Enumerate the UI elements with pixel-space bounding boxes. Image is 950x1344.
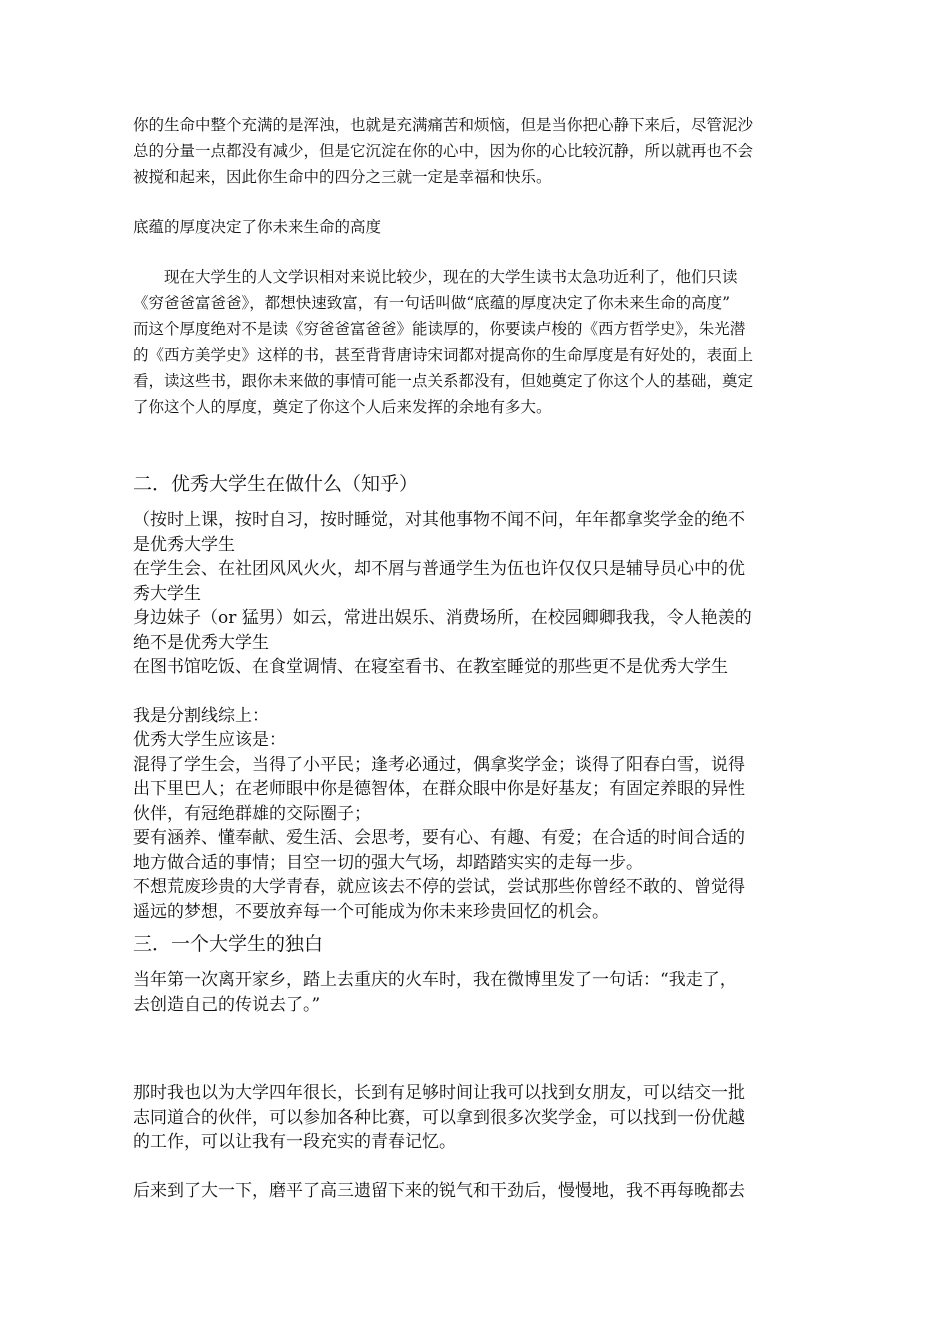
paragraph-2-line: 现在大学生的人文学识相对来说比较少，现在的大学生读书太急功近利了，他们只读 <box>133 268 738 286</box>
paragraph-2-line: 看，读这些书，跟你未来做的事情可能一点关系都没有，但她奠定了你这个人的基础，奠定 <box>133 372 754 390</box>
paragraph-2 <box>133 264 823 420</box>
section-3-block-2 <box>133 1081 823 1155</box>
section-3-block-1 <box>133 968 823 1017</box>
section-2-heading: 二．优秀大学生在做什么（知乎） <box>133 473 419 495</box>
section-2-line: 在图书馆吃饭、在食堂调情、在寝室看书、在教室睡觉的那些更不是优秀大学生 <box>133 657 728 677</box>
section-2-block-2 <box>133 704 823 925</box>
section-3-line: 去创造自己的传说去了。” <box>133 994 321 1015</box>
section-2-line: 出下里巴人；在老师眼中你是德智体，在群众眼中你是好基友；有固定养眼的异性 <box>133 779 745 799</box>
section-2-line: 要有涵养、懂奉献、爱生活、会思考，要有心、有趣、有爱；在合适的时间合适的 <box>133 828 745 848</box>
section-2-line: 优秀大学生应该是： <box>133 730 286 750</box>
paragraph-1-line: 你的生命中整个充满的是浑浊，也就是充满痛苦和烦恼，但是当你把心静下来后，尽管泥沙 <box>133 116 754 134</box>
section-2-line: 绝不是优秀大学生 <box>133 632 269 653</box>
paragraph-2-line: 的《西方美学史》这样的书，甚至背背唐诗宋词都对提高你的生命厚度是有好处的，表面上 <box>133 346 754 364</box>
section-2-line: 是优秀大学生 <box>133 534 235 555</box>
section-3-heading: 三．一个大学生的独白 <box>133 933 324 955</box>
section-3-line: 的工作，可以让我有一段充实的青春记忆。 <box>133 1132 456 1152</box>
section-2-line: 在学生会、在社团风风火火，却不屑与普通学生为伍也许仅仅只是辅导员心中的优 <box>133 559 745 579</box>
section-2-line: 秀大学生 <box>133 583 201 604</box>
section-3-line: 当年第一次离开家乡，踏上去重庆的火车时，我在微博里发了一句话：“我走了， <box>133 970 737 990</box>
section-2-line: 我是分割线综上： <box>133 705 269 726</box>
section-2-line: （按时上课，按时自习，按时睡觉，对其他事物不闻不问，年年都拿奖学金的绝不 <box>133 510 745 530</box>
section-3-block-3 <box>133 1179 823 1204</box>
paragraph-2-line: 而这个厚度绝对不是读《穷爸爸富爸爸》能读厚的，你要读卢梭的《西方哲学史》，朱光潜 <box>133 320 746 338</box>
document-page <box>133 112 823 1203</box>
paragraph-1-line: 总的分量一点都没有减少，但是它沉淀在你的心中，因为你的心比较沉静，所以就再也不会 <box>133 142 754 160</box>
section-2-line: 地方做合适的事情；目空一切的强大气场，却踏踏实实的走每一步。 <box>133 852 643 873</box>
section-3-line: 志同道合的伙伴，可以参加各种比赛，可以拿到很多次奖学金，可以找到一份优越 <box>133 1107 745 1128</box>
paragraph-1 <box>133 112 823 190</box>
paragraph-2-line: 《穷爸爸富爸爸》，都想快速致富，有一句话叫做“底蕴的厚度决定了你未来生命的高度” <box>133 294 731 312</box>
section-2-line: 混得了学生会，当得了小平民；逢考必通过，偶拿奖学金；谈得了阳春白雪，说得 <box>133 754 745 775</box>
section-2-block-1 <box>133 508 823 680</box>
subtitle-1: 底蕴的厚度决定了你未来生命的高度 <box>133 218 382 236</box>
section-3-line: 那时我也以为大学四年很长，长到有足够时间让我可以找到女朋友，可以结交一批 <box>133 1083 745 1103</box>
section-2-line: 伙伴，有冠绝群雄的交际圈子； <box>133 803 371 824</box>
section-2-line: 身边妹子（or 猛男）如云，常进出娱乐、消费场所，在校园卿卿我我，令人艳羡的 <box>133 608 752 628</box>
section-2-line: 遥远的梦想，不要放弃每一个可能成为你未来珍贵回忆的机会。 <box>133 901 609 922</box>
paragraph-1-line: 被搅和起来，因此你生命中的四分之三就一定是幸福和快乐。 <box>133 168 552 186</box>
section-3-line: 后来到了大一下，磨平了高三遗留下来的锐气和干劲后，慢慢地，我不再每晚都去 <box>133 1180 745 1201</box>
paragraph-2-line: 了你这个人的厚度，奠定了你这个人后来发挥的余地有多大。 <box>133 398 552 416</box>
section-2-line: 不想荒废珍贵的大学青春，就应该去不停的尝试，尝试那些你曾经不敢的、曾觉得 <box>133 877 745 897</box>
